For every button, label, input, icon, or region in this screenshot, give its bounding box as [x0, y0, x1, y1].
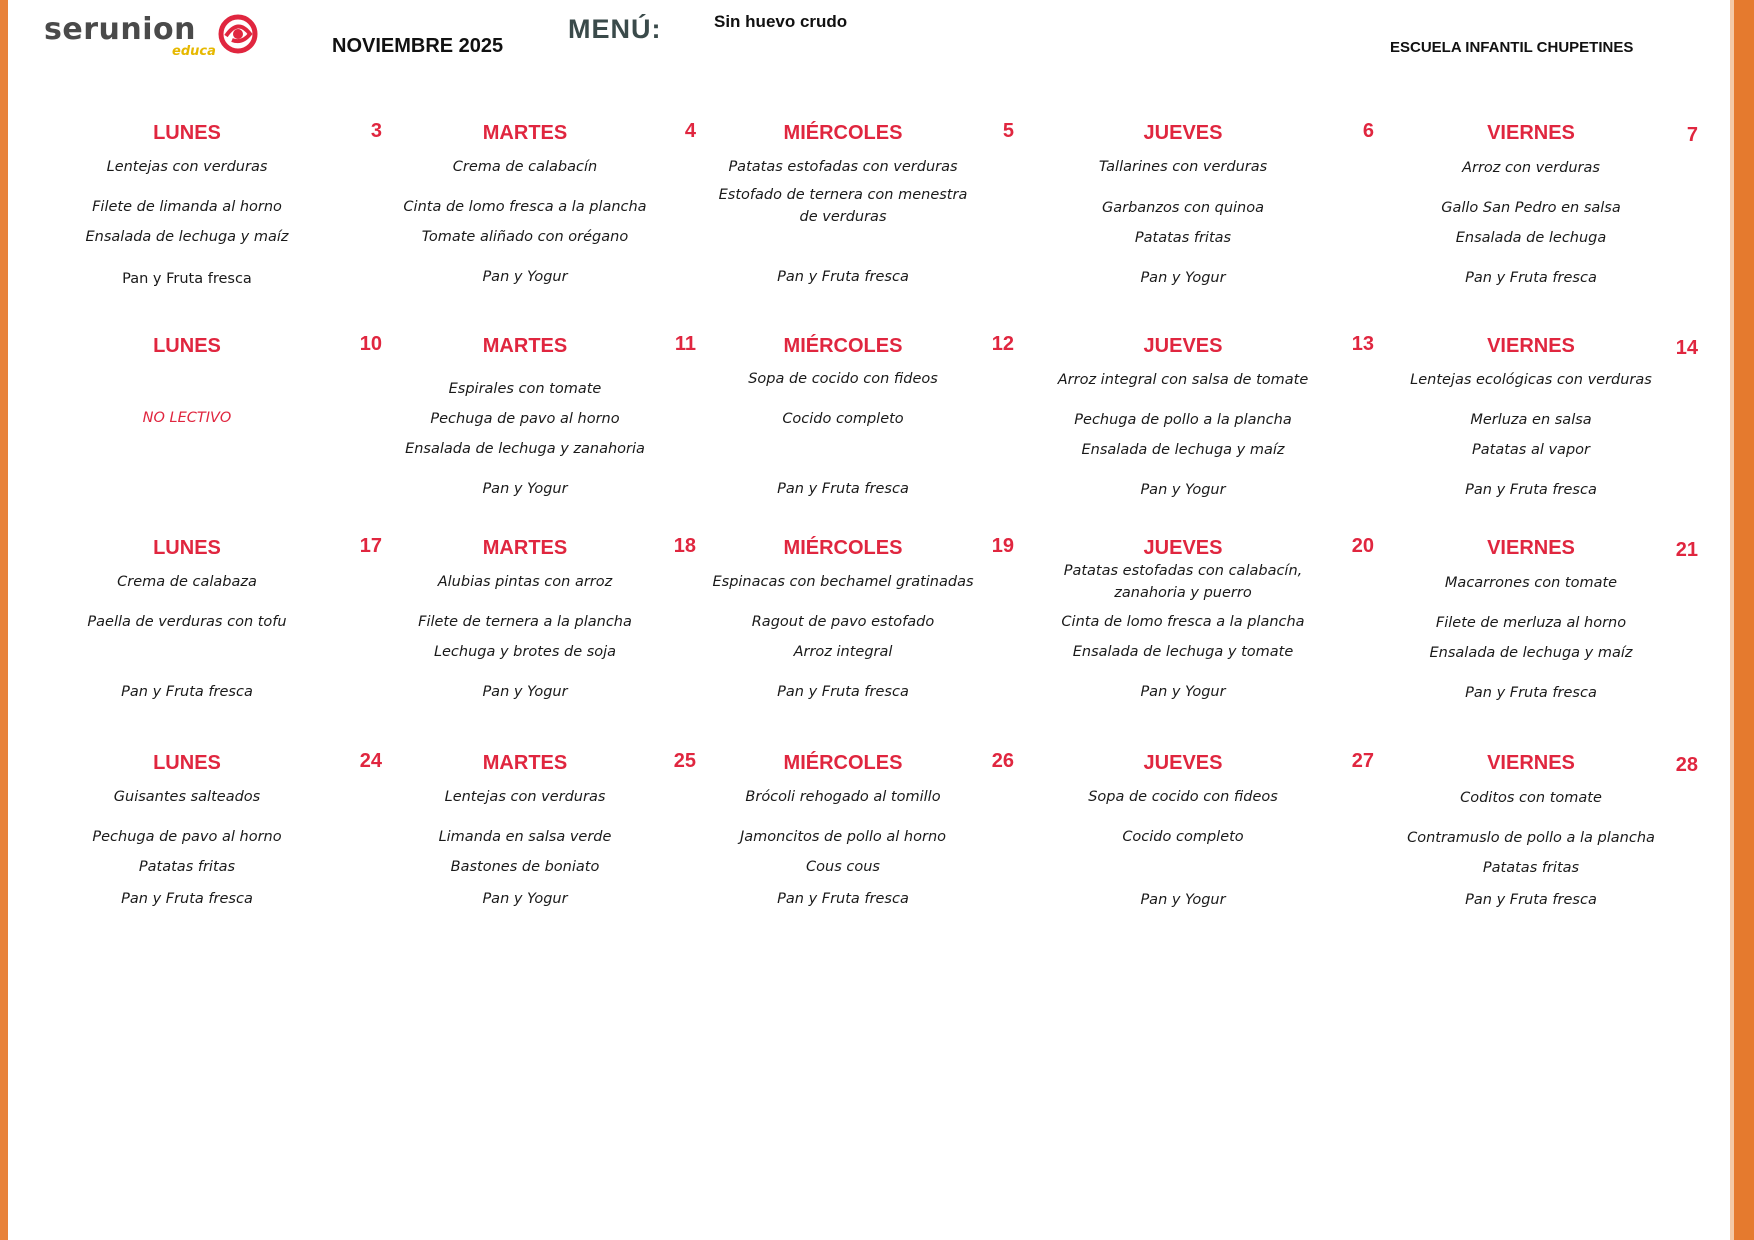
day-number: 11 [674, 333, 696, 355]
left-border [0, 0, 8, 1240]
menu-title: MENÚ: [568, 14, 662, 44]
dish-dessert: Pan y Yogur [482, 481, 568, 497]
school-name: ESCUELA INFANTIL CHUPETINES [1390, 39, 1634, 56]
day-cell-lunes-3 [52, 122, 382, 322]
day-number: 18 [673, 535, 696, 557]
dish-first: Coditos con tomate [1460, 790, 1602, 806]
day-name: MIÉRCOLES [783, 335, 903, 357]
dish-side: Patatas fritas [138, 859, 236, 875]
dish-dessert: Pan y Yogur [1140, 684, 1226, 700]
dish-side: Lechuga y brotes de soja [433, 644, 617, 660]
dish-second: Filete de limanda al horno [92, 199, 282, 215]
dish-second: Pechuga de pavo al horno [92, 829, 282, 845]
day-name: JUEVES [1143, 537, 1223, 559]
day-name: VIERNES [1487, 537, 1575, 559]
dish-side: Patatas al vapor [1472, 442, 1590, 458]
dish-side: Tomate aliñado con orégano [421, 229, 629, 245]
dish-second: Filete de merluza al horno [1435, 615, 1627, 631]
logo-brand: serunion [44, 12, 196, 47]
dish-first: Guisantes salteados [113, 789, 261, 805]
dish-second: Pechuga de pavo al horno [430, 411, 620, 427]
dish-second: Merluza en salsa [1470, 412, 1592, 428]
day-name: MARTES [482, 122, 568, 144]
menu-type: Sin huevo crudo [714, 12, 848, 31]
dish-first: Macarrones con tomate [1444, 575, 1618, 591]
day-number: 5 [1002, 120, 1014, 142]
dish-dessert: Pan y Fruta fresca [1465, 892, 1597, 908]
dish-second: Cinta de lomo fresca a la plancha [1061, 614, 1305, 630]
day-number: 12 [991, 333, 1014, 355]
day-cell-martes-18 [390, 537, 696, 737]
no-lectivo-notice: NO LECTIVO [142, 410, 232, 426]
day-cell-jueves-13 [1048, 335, 1374, 535]
day-name: JUEVES [1143, 122, 1223, 144]
dish-dessert: Pan y Fruta fresca [121, 684, 253, 700]
dish-dessert: Pan y Fruta fresca [122, 271, 252, 287]
dish-side: Ensalada de lechuga [1455, 230, 1607, 246]
day-number: 26 [991, 750, 1014, 772]
serunion-logo [44, 10, 264, 60]
logo-sub: educa [172, 44, 216, 59]
dish-second: Estofado de ternera con menestra de verduras [718, 187, 968, 225]
dish-side: Cous cous [806, 859, 880, 875]
dish-side: Arroz integral [793, 644, 893, 660]
day-number: 14 [1675, 337, 1698, 359]
dish-dessert: Pan y Yogur [1140, 270, 1226, 286]
day-number: 28 [1675, 754, 1698, 776]
dish-second: Paella de verduras con tofu [87, 614, 287, 630]
day-number: 19 [991, 535, 1014, 557]
dish-dessert: Pan y Fruta fresca [777, 684, 909, 700]
day-number: 24 [359, 750, 382, 772]
day-cell-lunes-17 [52, 537, 382, 737]
dish-dessert: Pan y Fruta fresca [1465, 685, 1597, 701]
day-name: VIERNES [1487, 122, 1575, 144]
dish-dessert: Pan y Yogur [482, 269, 568, 285]
dish-second: Contramuslo de pollo a la plancha [1407, 830, 1655, 846]
day-cell-lunes-10 [52, 335, 382, 535]
dish-first: Sopa de cocido con fideos [748, 371, 938, 387]
dish-side: Patatas fritas [1482, 860, 1580, 876]
dish-first: Espirales con tomate [448, 381, 602, 397]
dish-first: Patatas estofadas con calabacín, zanahoria y puerro [1063, 563, 1303, 601]
dish-second: Ragout de pavo estofado [751, 614, 935, 630]
dish-dessert: Pan y Fruta fresca [1465, 270, 1597, 286]
day-cell-lunes-24 [52, 752, 382, 952]
day-cell-miercoles-5 [708, 122, 1014, 322]
day-cell-martes-25 [390, 752, 696, 952]
dish-first: Arroz con verduras [1462, 160, 1600, 176]
dish-dessert: Pan y Yogur [482, 684, 568, 700]
day-number: 25 [673, 750, 696, 772]
day-cell-viernes-28 [1396, 752, 1698, 952]
dish-side: Ensalada de lechuga y maíz [1081, 442, 1285, 458]
dish-dessert: Pan y Yogur [1140, 892, 1226, 908]
day-name: MIÉRCOLES [783, 752, 903, 774]
dish-dessert: Pan y Fruta fresca [121, 891, 253, 907]
dish-first: Arroz integral con salsa de tomate [1057, 372, 1309, 388]
day-name: LUNES [153, 752, 221, 774]
day-name: MARTES [482, 752, 568, 774]
day-name: VIERNES [1487, 752, 1575, 774]
day-name: MIÉRCOLES [783, 122, 903, 144]
day-name: LUNES [153, 122, 221, 144]
dish-side: Patatas fritas [1134, 230, 1232, 246]
dish-side: Ensalada de lechuga y zanahoria [405, 441, 645, 457]
day-cell-viernes-7 [1396, 122, 1698, 322]
dish-dessert: Pan y Fruta fresca [777, 269, 909, 285]
day-cell-jueves-27 [1048, 752, 1374, 952]
dish-second: Limanda en salsa verde [438, 829, 612, 845]
dish-side: Ensalada de lechuga y maíz [1429, 645, 1633, 661]
dish-first: Patatas estofadas con verduras [728, 159, 958, 175]
day-number: 13 [1351, 333, 1374, 355]
dish-first: Tallarines con verduras [1098, 159, 1268, 175]
dish-second: Pechuga de pollo a la plancha [1074, 412, 1292, 428]
day-name: JUEVES [1143, 335, 1223, 357]
dish-first: Lentejas con verduras [106, 159, 268, 175]
day-name: MIÉRCOLES [783, 537, 903, 559]
dish-dessert: Pan y Yogur [1140, 482, 1226, 498]
day-cell-miercoles-26 [708, 752, 1014, 952]
dish-first: Lentejas con verduras [444, 789, 606, 805]
day-number: 17 [359, 535, 382, 557]
day-number: 6 [1362, 120, 1374, 142]
dish-side: Ensalada de lechuga y maíz [85, 229, 289, 245]
dish-dessert: Pan y Fruta fresca [777, 891, 909, 907]
logo-swirl-icon [216, 14, 262, 54]
day-cell-martes-4 [390, 122, 696, 322]
day-number: 10 [359, 333, 382, 355]
dish-first: Espinacas con bechamel gratinadas [712, 574, 974, 590]
dish-second: Cocido completo [782, 411, 904, 427]
dish-second: Jamoncitos de pollo al horno [739, 829, 947, 845]
day-name: JUEVES [1143, 752, 1223, 774]
dish-second: Cinta de lomo fresca a la plancha [403, 199, 647, 215]
day-cell-jueves-6 [1048, 122, 1374, 322]
dish-first: Sopa de cocido con fideos [1088, 789, 1278, 805]
day-name: VIERNES [1487, 335, 1575, 357]
dish-second: Filete de ternera a la plancha [418, 614, 632, 630]
day-cell-jueves-20 [1028, 537, 1374, 737]
day-name: LUNES [153, 537, 221, 559]
month-title: NOVIEMBRE 2025 [332, 35, 504, 57]
dish-first: Lentejas ecológicas con verduras [1410, 372, 1652, 388]
day-number: 4 [684, 120, 696, 142]
day-cell-martes-11 [390, 335, 696, 535]
dish-dessert: Pan y Fruta fresca [777, 481, 909, 497]
dish-first: Brócoli rehogado al tomillo [745, 789, 941, 805]
dish-first: Crema de calabaza [117, 574, 257, 590]
day-number: 20 [1351, 535, 1374, 557]
dish-second: Gallo San Pedro en salsa [1441, 200, 1621, 216]
day-number: 7 [1686, 124, 1698, 146]
day-number: 27 [1351, 750, 1374, 772]
dish-second: Garbanzos con quinoa [1101, 200, 1265, 216]
day-number: 21 [1675, 539, 1698, 561]
right-border [1734, 0, 1754, 1240]
dish-side: Bastones de boniato [450, 859, 600, 875]
dish-second: Cocido completo [1122, 829, 1244, 845]
day-cell-miercoles-12 [708, 335, 1014, 535]
dish-side: Ensalada de lechuga y tomate [1072, 644, 1294, 660]
day-cell-viernes-21 [1396, 537, 1698, 737]
dish-first: Alubias pintas con arroz [437, 574, 613, 590]
dish-dessert: Pan y Yogur [482, 891, 568, 907]
day-number: 3 [370, 120, 382, 142]
dish-dessert: Pan y Fruta fresca [1465, 482, 1597, 498]
day-name: MARTES [482, 335, 568, 357]
day-name: MARTES [482, 537, 568, 559]
day-cell-miercoles-19 [708, 537, 1014, 737]
dish-first: Crema de calabacín [452, 159, 598, 175]
day-name: LUNES [153, 335, 221, 357]
day-cell-viernes-14 [1396, 335, 1698, 535]
